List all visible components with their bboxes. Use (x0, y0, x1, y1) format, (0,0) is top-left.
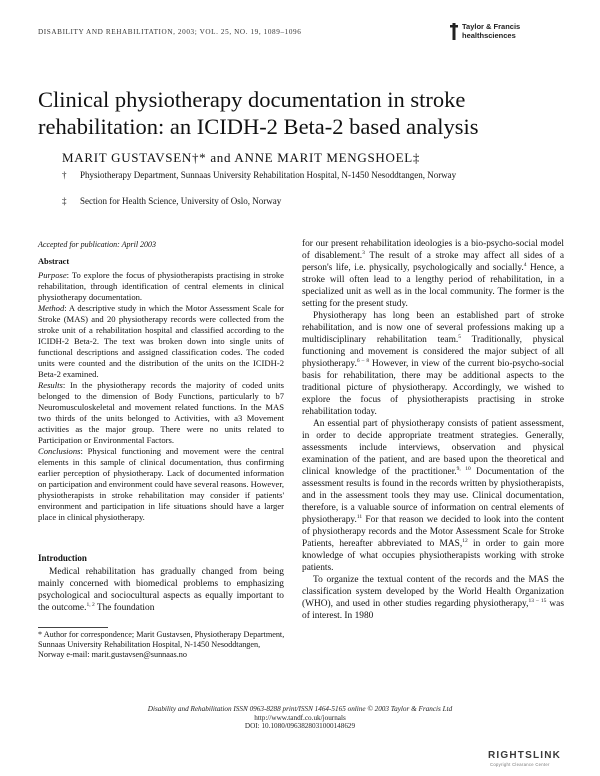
publisher-logo (462, 22, 520, 40)
footer-issn: Disability and Rehabilitation ISSN 0963-8288 print/ISSN 1464-5165 online © 2003 Taylor & Francis Ltd (147, 705, 453, 713)
affiliation-2 (62, 195, 550, 207)
accepted-date: Accepted for publication: April 2003 (38, 240, 157, 249)
publisher-logo-icon (450, 23, 458, 40)
affiliation-symbol: ‡ (62, 196, 67, 206)
journal-citation: DISABILITY AND REHABILITATION, 2003; VOL. 25, NO. 19, 1089–1096 (38, 28, 302, 36)
footnote-divider (38, 627, 108, 628)
affiliation-text: Physiotherapy Department, Sunnaas University Rehabilitation Hospital, N-1450 Nesoddtangen, Norway (80, 170, 457, 180)
publisher-name: Taylor & Francis (462, 22, 521, 31)
correspondence-footnote: * Author for correspondence; Marit Gustavsen, Physiotherapy Department, Sunnaas University Rehabilitation Hospital, N-1450 Nesoddtangen, Norway e-mail: marit.gustavsen@sunnaas.no (38, 630, 285, 659)
abstract-body (38, 270, 284, 523)
publisher-subname: healthsciences (462, 31, 516, 40)
affiliation-1 (62, 169, 550, 181)
page-footer (60, 705, 540, 731)
article-authors: MARIT GUSTAVSEN†* and ANNE MARIT MENGSHOEL‡ (62, 150, 421, 165)
introduction-heading: Introduction (38, 553, 87, 563)
rightslink-logo[interactable]: RIGHTSLINK (488, 750, 562, 761)
paragraph: To organize the textual content of the records and the MAS the classification system developed by the World Health Organization (WHO), and used in other studies regarding physiotherapy,$^{13 - 15}$ was of interest. In 1980 (302, 575, 564, 621)
footer-doi: DOI: 10.1080/0963828031000148629 (244, 722, 356, 730)
affiliation-text: Section for Health Science, University of Oslo, Norway (80, 196, 282, 206)
paragraph: Physiotherapy has long been an established part of stroke rehabilitation, and is now one of several professions making up a multidisciplinary rehabilitation team.$^5$ Traditionally, physical functioning and movement is considered the major subject of all physiotherapy.$^{6 - 8}$ However, in view of the current bio-psycho-social basis for rehabilitation, there may be additional aspects to the traditional picture of physiotherapy. Accordingly, we wished to explore the focus of physiotherapists practising in stroke rehabilitation today. (302, 311, 565, 417)
introduction-body (38, 566, 284, 614)
abstract-heading: Abstract (38, 257, 70, 266)
footer-url: http://www.tandf.co.uk/journals (254, 713, 346, 722)
abstract-purpose: Purpose: To explore the focus of physiotherapists practising in stroke rehabilitation, through identification of central elements in clinical physiotherapy documentation. (38, 270, 284, 302)
affiliation-symbol: † (62, 170, 67, 180)
abstract-method: Method: A descriptive study in which the Motor Assessment Scale for Stroke (MAS) and 20 physiotherapy records were collected from the stroke unit of a rehabilitation hospital and classified according to the ICIDH-2 Beta-2. The text was broken down into single units of functional descriptions and assigned classification codes. The coded units were counted and the distribution of the units on the ICIDH-2 Beta-2 examined. (38, 303, 284, 379)
abstract-results: Results: In the physiotherapy records the majority of coded units belonged to the dimension of Body Functions, particularly to b7 Neuromusculoskeletal and movement related functions. In the MAS two thirds of the units belonged to Activities, with a3 Movement activities as the major group. There were no units related to Participation or Environmental Factors. (38, 380, 284, 445)
article-title: Clinical physiotherapy documentation in stroke rehabilitation: an ICIDH-2 Beta-2 based analysis (38, 87, 479, 139)
abstract-conclusions: Conclusions: Physical functioning and movement were the central elements in this sample of clinical documentation, thus confirming earlier perception of physiotherapy. Lack of documented information on participation and environment could have several reasons. However, physiotherapists in stroke rehabilitation may consider if patients' environment and participation in life situations should have a larger place in clinical physiotherapy. (38, 446, 284, 522)
right-column-body (302, 238, 564, 622)
paragraph: Medical rehabilitation has gradually changed from being mainly concerned with biomedical problems to emphasizing psychological and sociocultural aspects as equally important to the outcome.$^{1, 2}$ The foundation (38, 567, 284, 613)
paragraph: for our present rehabilitation ideologies is a bio-psycho-social model of disablement.$^3$ The result of a stroke may affect all sides of a person's life, i.e. physically, psychologically and socially.$^4$ Hence, a stroke will often lead to a lengthy period of rehabilitation, in a specialized unit as well as in the local community. The former is the setting for the present study. (302, 239, 564, 309)
rightslink-subtitle: Copyright Clearance Center (490, 762, 550, 767)
paragraph: An essential part of physiotherapy consists of patient assessment, in order to decide appropriate treatment strategies. Generally, assessments include interviews, observation and physical examination of the patient, and are based upon the theoretical and clinical knowledge of the practitioner.$^{9, 10}$ Documentation of the assessment results is found in the records written by physiotherapists, and in the assessment tools they may use. Clinical documentation, therefore, is a valuable source of information on central elements of physiotherapy.$^{11}$ For that reason we decided to look into the content of physiotherapy records and the Motor Assessment Scale for Stroke Patients, hereafter abbreviated to MAS,$^{12}$ in order to gain more knowledge of what occupies physiotherapists working with stroke patients. (302, 419, 564, 573)
